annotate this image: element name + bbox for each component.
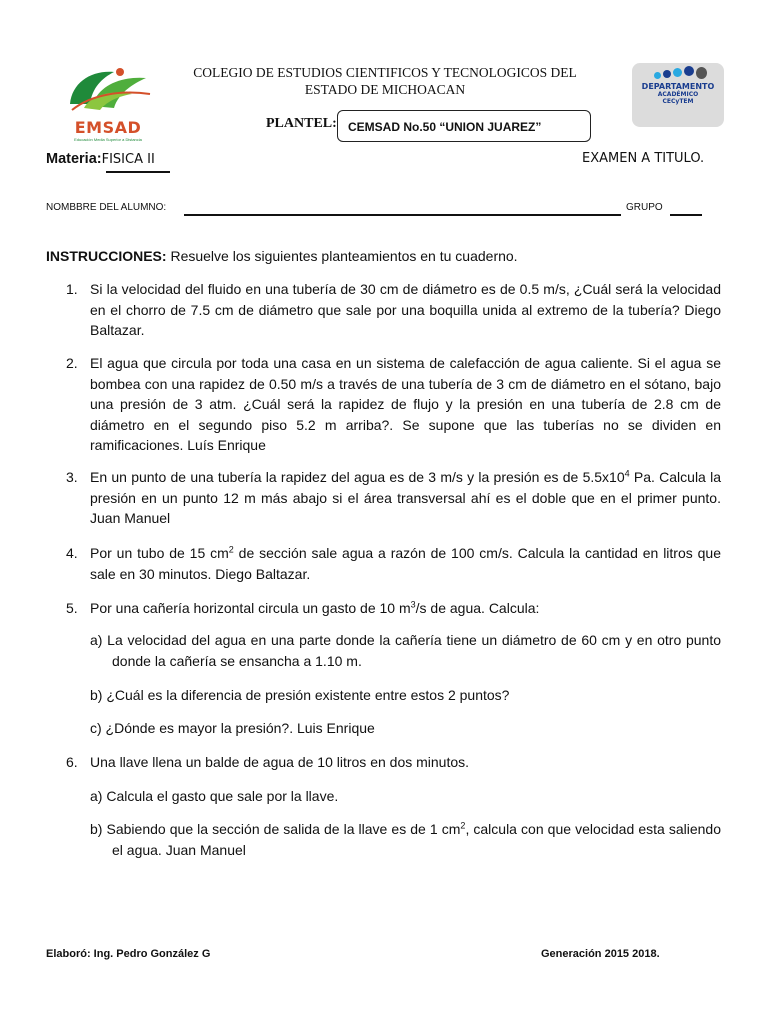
question-3-exponent: 4 [624, 468, 630, 479]
departamento-text: DEPARTAMENTO [641, 82, 715, 91]
question-5-part-c: c) ¿Dónde es mayor la presión?. Luis Enrique [90, 720, 375, 736]
materia-underline [106, 171, 170, 173]
question-6-part-b-exponent: 2 [460, 820, 466, 831]
question-3-text-b: Pa. Calcula la presión en un punto 12 m más abajo si el área transversal ahí es el doble que en el primer punto. Juan Manuel [90, 469, 721, 526]
footer-generacion: Generación 2015 2018. [541, 948, 660, 960]
question-2-number: 2. [66, 355, 78, 371]
college-name [170, 64, 600, 98]
emsad-leaf-icon [62, 64, 154, 124]
cecytem-text: CECyTEM [662, 98, 694, 105]
college-name-line2: ESTADO DE MICHOACAN [304, 82, 466, 97]
alumno-line[interactable] [184, 214, 621, 216]
grupo-label: GRUPO [626, 202, 663, 213]
question-4-exponent: 2 [228, 544, 234, 555]
plantel-value: CEMSAD No.50 “UNION JUAREZ” [337, 110, 591, 142]
instructions [46, 248, 518, 264]
question-3-text-a: En un punto de una tubería la rapidez del agua es de 3 m/s y la presión es de 5.5x10 [90, 469, 625, 485]
question-1: Si la velocidad del fluido en una tubería de 30 cm de diámetro es de 0.5 m/s, ¿Cuál será la velocidad en el chorro de 7.5 cm de diámetro que sale por una boquilla unida al extremo de la tubería? Diego Baltazar. [90, 281, 721, 338]
plantel-label: PLANTEL: [266, 116, 337, 131]
question-4-text-b: de sección sale agua a razón de 100 cm/s. Calcula la cantidad en litros que sale en 30 minutos. Diego Baltazar. [90, 545, 721, 582]
question-5-number: 5. [66, 600, 78, 616]
question-1-number: 1. [66, 281, 78, 297]
question-5-part-b: b) ¿Cuál es la diferencia de presión existente entre estos 2 puntos? [90, 687, 510, 703]
question-5-part-a: a) La velocidad del agua en una parte donde la cañería tiene un diámetro de 60 cm y en otro punto donde la cañería se ensancha a 1.10 m. [90, 632, 721, 669]
departamento-logo [632, 63, 724, 127]
question-3 [90, 467, 721, 529]
question-6-part-a: a) Calcula el gasto que sale por la llave. [90, 788, 339, 804]
college-name-line1: COLEGIO DE ESTUDIOS CIENTIFICOS Y TECNOLOGICOS DEL [193, 65, 577, 80]
question-2: El agua que circula por toda una casa en un sistema de calefacción de agua caliente. Si el agua se bombea con una rapidez de 0.50 m/s a través de una tubería de 3 cm de diámetro en el sótano, bajo una presión de 3 atm. ¿Cuál será la rapidez de flujo y la presión en una tubería de 2.8 cm de diámetro en el segundo piso 5.2 m arriba?. Se supone que las tuberías no se dividen en ramificaciones. Luís Enrique [90, 355, 721, 453]
materia-value: FISICA II [101, 152, 155, 167]
academico-text: ACADÉMICO [657, 91, 699, 98]
emsad-logo [62, 64, 154, 140]
question-5-exponent: 3 [410, 599, 416, 610]
alumno-label: NOMBBRE DEL ALUMNO: [46, 202, 167, 213]
question-4 [90, 543, 721, 584]
exam-type: EXAMEN A TITULO. [582, 151, 705, 166]
question-6-part-b-text-b: , calcula con que velocidad esta saliendo el agua. Juan Manuel [112, 821, 721, 858]
materia-field [46, 150, 155, 167]
question-6-part-b [90, 819, 721, 860]
instructions-text: Resuelve los siguientes planteamientos en tu cuaderno. [170, 248, 518, 264]
materia-label: Materia: [46, 151, 102, 167]
footer-elaboro: Elaboró: Ing. Pedro González G [46, 948, 211, 960]
question-6-number: 6. [66, 754, 78, 770]
question-5-text-b: /s de agua. Calcula: [415, 600, 540, 616]
emsad-logo-text: EMSAD [74, 118, 142, 137]
question-4-number: 4. [66, 545, 78, 561]
question-6: Una llave llena un balde de agua de 10 litros en dos minutos. [90, 754, 470, 770]
emsad-logo-tagline: Educación Media Superior a Distancia [74, 137, 142, 142]
question-4-text-a: Por un tubo de 15 cm [90, 545, 229, 561]
question-3-number: 3. [66, 469, 78, 485]
question-5-text-a: Por una cañería horizontal circula un gasto de 10 m [90, 600, 411, 616]
question-6-part-b-text-a: b) Sabiendo que la sección de salida de la llave es de 1 cm [90, 821, 461, 837]
grupo-line[interactable] [670, 214, 702, 216]
instructions-label: INSTRUCCIONES: [46, 248, 167, 264]
question-5 [90, 598, 721, 619]
